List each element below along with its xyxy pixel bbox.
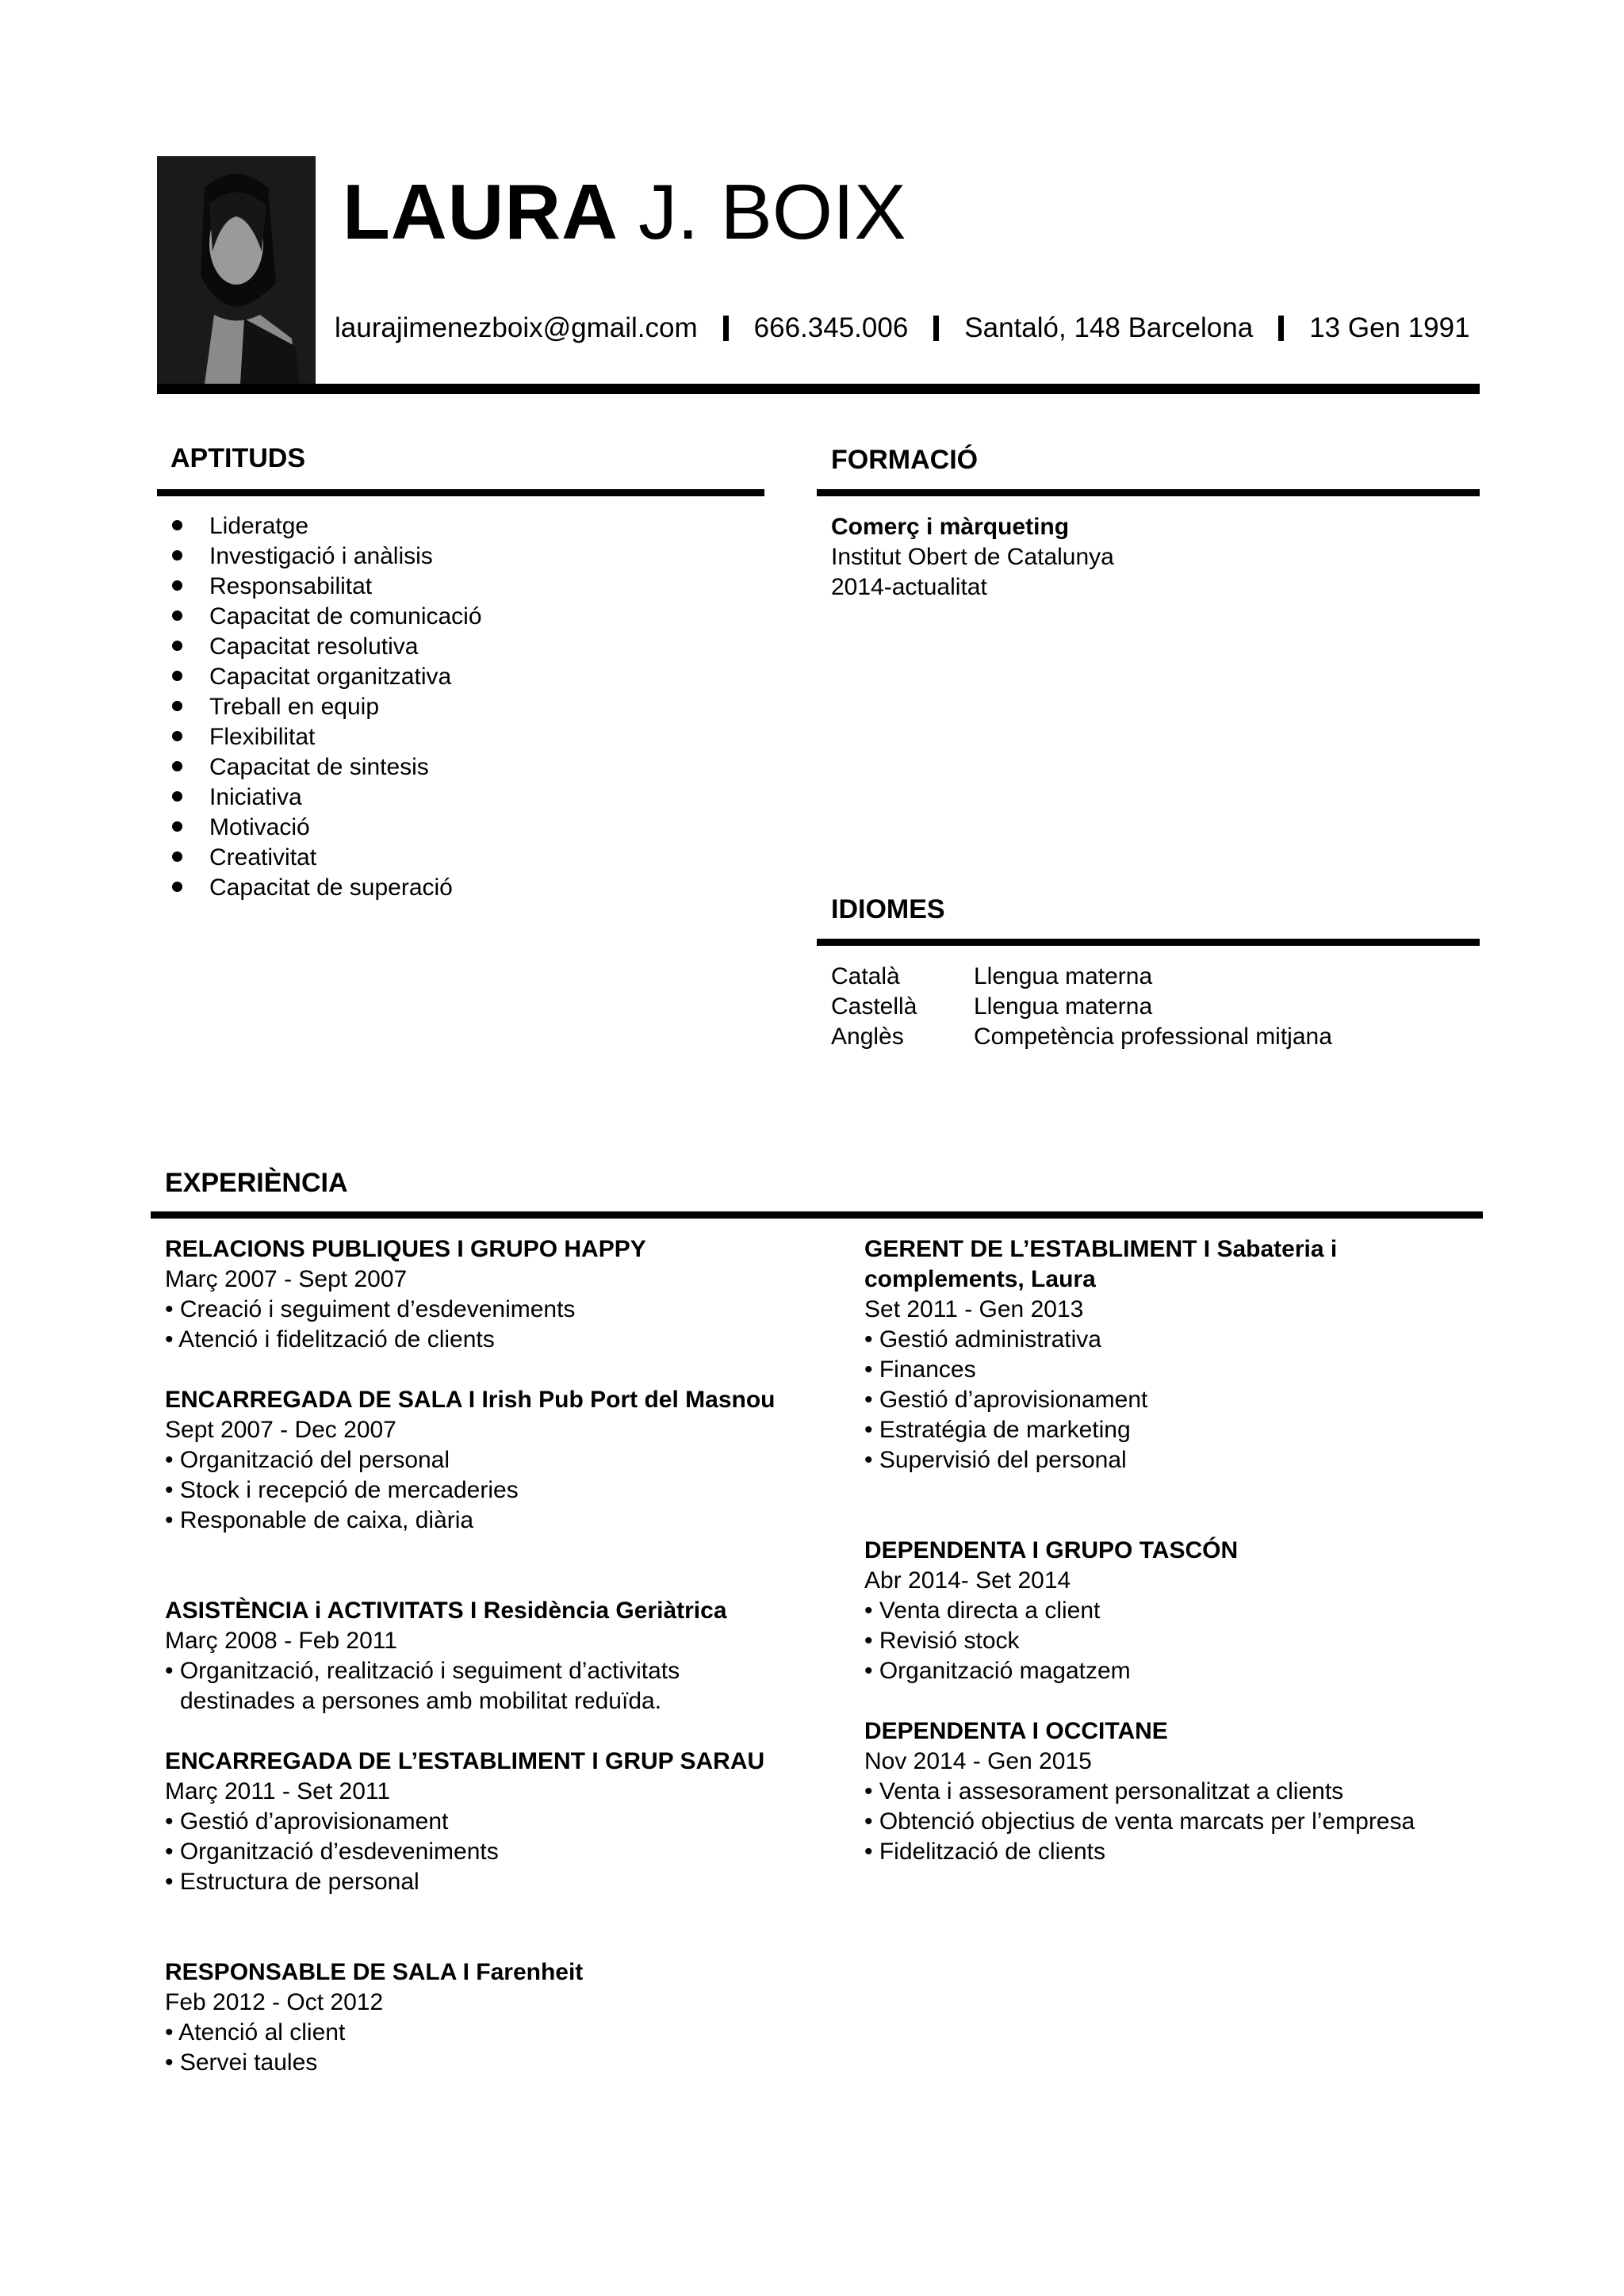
list-item: Treball en equip: [170, 692, 482, 722]
idiomes-divider: [817, 939, 1480, 946]
experiencia-heading: EXPERIÈNCIA: [165, 1168, 348, 1198]
aptituds-list: [170, 511, 482, 903]
job-tasks: [165, 1295, 783, 1355]
list-item: • Estratégia de marketing: [864, 1417, 1131, 1443]
language-name: Català: [831, 963, 900, 989]
aptituds-heading: APTITUDS: [170, 443, 305, 473]
list-item: Motivació: [170, 813, 482, 843]
job-title: RESPONSABLE DE SALA I Farenheit: [165, 1959, 584, 1985]
separator: [933, 316, 939, 341]
formacio-degree: Comerç i màrqueting: [831, 514, 1070, 540]
experiencia-divider: [151, 1211, 1483, 1219]
idiomes-table: [831, 962, 1332, 1052]
list-item: • Atenció al client: [165, 2019, 346, 2045]
list-item: Capacitat de superació: [170, 873, 482, 903]
separator: [1278, 316, 1284, 341]
job-tasks: [864, 1777, 1467, 1867]
language-level: Competència professional mitjana: [974, 1024, 1332, 1050]
job-dates: Abr 2014- Set 2014: [864, 1567, 1071, 1594]
job-title: ASISTÈNCIA i ACTIVITATS I Residència Geriàtrica: [165, 1598, 727, 1624]
list-item: • Organització d’esdeveniments: [165, 1839, 499, 1865]
formacio-heading: FORMACIÓ: [831, 445, 979, 475]
job-tasks: [165, 1656, 783, 1716]
list-item: Capacitat organitzativa: [170, 662, 482, 692]
language-name: Anglès: [831, 1024, 904, 1050]
job-tasks: [864, 1596, 1467, 1686]
profile-photo: [157, 156, 316, 384]
list-item: Capacitat de sintesis: [170, 752, 482, 783]
job-entry: [864, 1716, 1467, 1867]
language-row: [831, 962, 1332, 992]
language-row: [831, 992, 1332, 1022]
job-entry: [165, 1747, 783, 1897]
job-tasks: [165, 2018, 783, 2078]
job-title: GERENT DE L’ESTABLIMENT I Sabateria i complements, Laura: [864, 1236, 1338, 1292]
header-divider: [157, 384, 1480, 394]
job-dates: Set 2011 - Gen 2013: [864, 1296, 1084, 1322]
job-title: ENCARREGADA DE L’ESTABLIMENT I GRUP SARAU: [165, 1748, 765, 1774]
job-tasks: [165, 1445, 783, 1536]
list-item: • Organització, realització i seguiment d’activitats destinades a persones amb mobilitat reduïda.: [165, 1658, 680, 1714]
list-item: Responsabilitat: [170, 572, 482, 602]
list-item: • Stock i recepció de mercaderies: [165, 1477, 519, 1503]
job-dates: Març 2011 - Set 2011: [165, 1778, 391, 1804]
contact-line: [335, 311, 1470, 346]
job-title: DEPENDENTA I GRUPO TASCÓN: [864, 1537, 1239, 1563]
job-dates: Nov 2014 - Gen 2015: [864, 1748, 1092, 1774]
job-dates: Sept 2007 - Dec 2007: [165, 1417, 396, 1443]
birth-date: 13 Gen 1991: [1309, 312, 1470, 343]
list-item: • Venta directa a client: [864, 1598, 1101, 1624]
phone[interactable]: 666.345.006: [753, 312, 909, 343]
job-tasks: [165, 1807, 783, 1897]
list-item: • Servei taules: [165, 2049, 318, 2076]
job-dates: Març 2008 - Feb 2011: [165, 1628, 397, 1654]
job-tasks: [864, 1325, 1388, 1475]
job-dates: Feb 2012 - Oct 2012: [165, 1989, 384, 2015]
list-item: • Responable de caixa, diària: [165, 1507, 474, 1533]
list-item: • Atenció i fidelització de clients: [165, 1326, 495, 1353]
list-item: • Organització magatzem: [864, 1658, 1131, 1684]
list-item: • Creació i seguiment d’esdeveniments: [165, 1296, 576, 1322]
list-item: Capacitat resolutiva: [170, 632, 482, 662]
job-entry: [165, 1596, 783, 1716]
formacio-school: Institut Obert de Catalunya: [831, 544, 1114, 570]
list-item: Flexibilitat: [170, 722, 482, 752]
list-item: • Gestió d’aprovisionament: [864, 1387, 1148, 1413]
list-item: • Gestió administrativa: [864, 1326, 1101, 1353]
list-item: Investigació i anàlisis: [170, 541, 482, 572]
portrait-image: [157, 156, 316, 384]
list-item: • Organització del personal: [165, 1447, 450, 1473]
idiomes-heading: IDIOMES: [831, 894, 945, 924]
job-entry: [165, 1957, 783, 2078]
list-item: • Venta i assesorament personalitzat a clients: [864, 1778, 1344, 1804]
job-title: ENCARREGADA DE SALA I Irish Pub Port del Masnou: [165, 1387, 776, 1413]
job-title: DEPENDENTA I OCCITANE: [864, 1718, 1168, 1744]
list-item: Creativitat: [170, 843, 482, 873]
language-level: Llengua materna: [974, 963, 1153, 989]
job-entry: [165, 1385, 783, 1536]
email[interactable]: laurajimenezboix@gmail.com: [335, 312, 698, 343]
list-item: Capacitat de comunicació: [170, 602, 482, 632]
list-item: Lideratge: [170, 511, 482, 541]
job-dates: Març 2007 - Sept 2007: [165, 1266, 408, 1292]
address: Santaló, 148 Barcelona: [964, 312, 1254, 343]
language-name: Castellà: [831, 993, 917, 1020]
list-item: • Finances: [864, 1357, 976, 1383]
list-item: • Revisió stock: [864, 1628, 1020, 1654]
language-level: Llengua materna: [974, 993, 1153, 1020]
language-row: [831, 1022, 1332, 1052]
job-entry: [864, 1234, 1388, 1475]
list-item: • Estructura de personal: [165, 1869, 419, 1895]
formacio-divider: [817, 489, 1480, 496]
list-item: • Gestió d’aprovisionament: [165, 1808, 449, 1835]
list-item: • Fidelització de clients: [864, 1839, 1105, 1865]
last-name: J. BOIX: [638, 168, 906, 255]
job-entry: [165, 1234, 783, 1355]
job-entry: [864, 1536, 1467, 1686]
job-title: RELACIONS PUBLIQUES I GRUPO HAPPY: [165, 1236, 646, 1262]
list-item: • Supervisió del personal: [864, 1447, 1127, 1473]
separator: [723, 316, 729, 341]
first-name: LAURA: [343, 168, 619, 255]
aptituds-divider: [157, 489, 764, 496]
list-item: Iniciativa: [170, 783, 482, 813]
list-item: • Obtenció objectius de venta marcats per l’empresa: [864, 1808, 1415, 1835]
formacio-period: 2014-actualitat: [831, 574, 987, 600]
